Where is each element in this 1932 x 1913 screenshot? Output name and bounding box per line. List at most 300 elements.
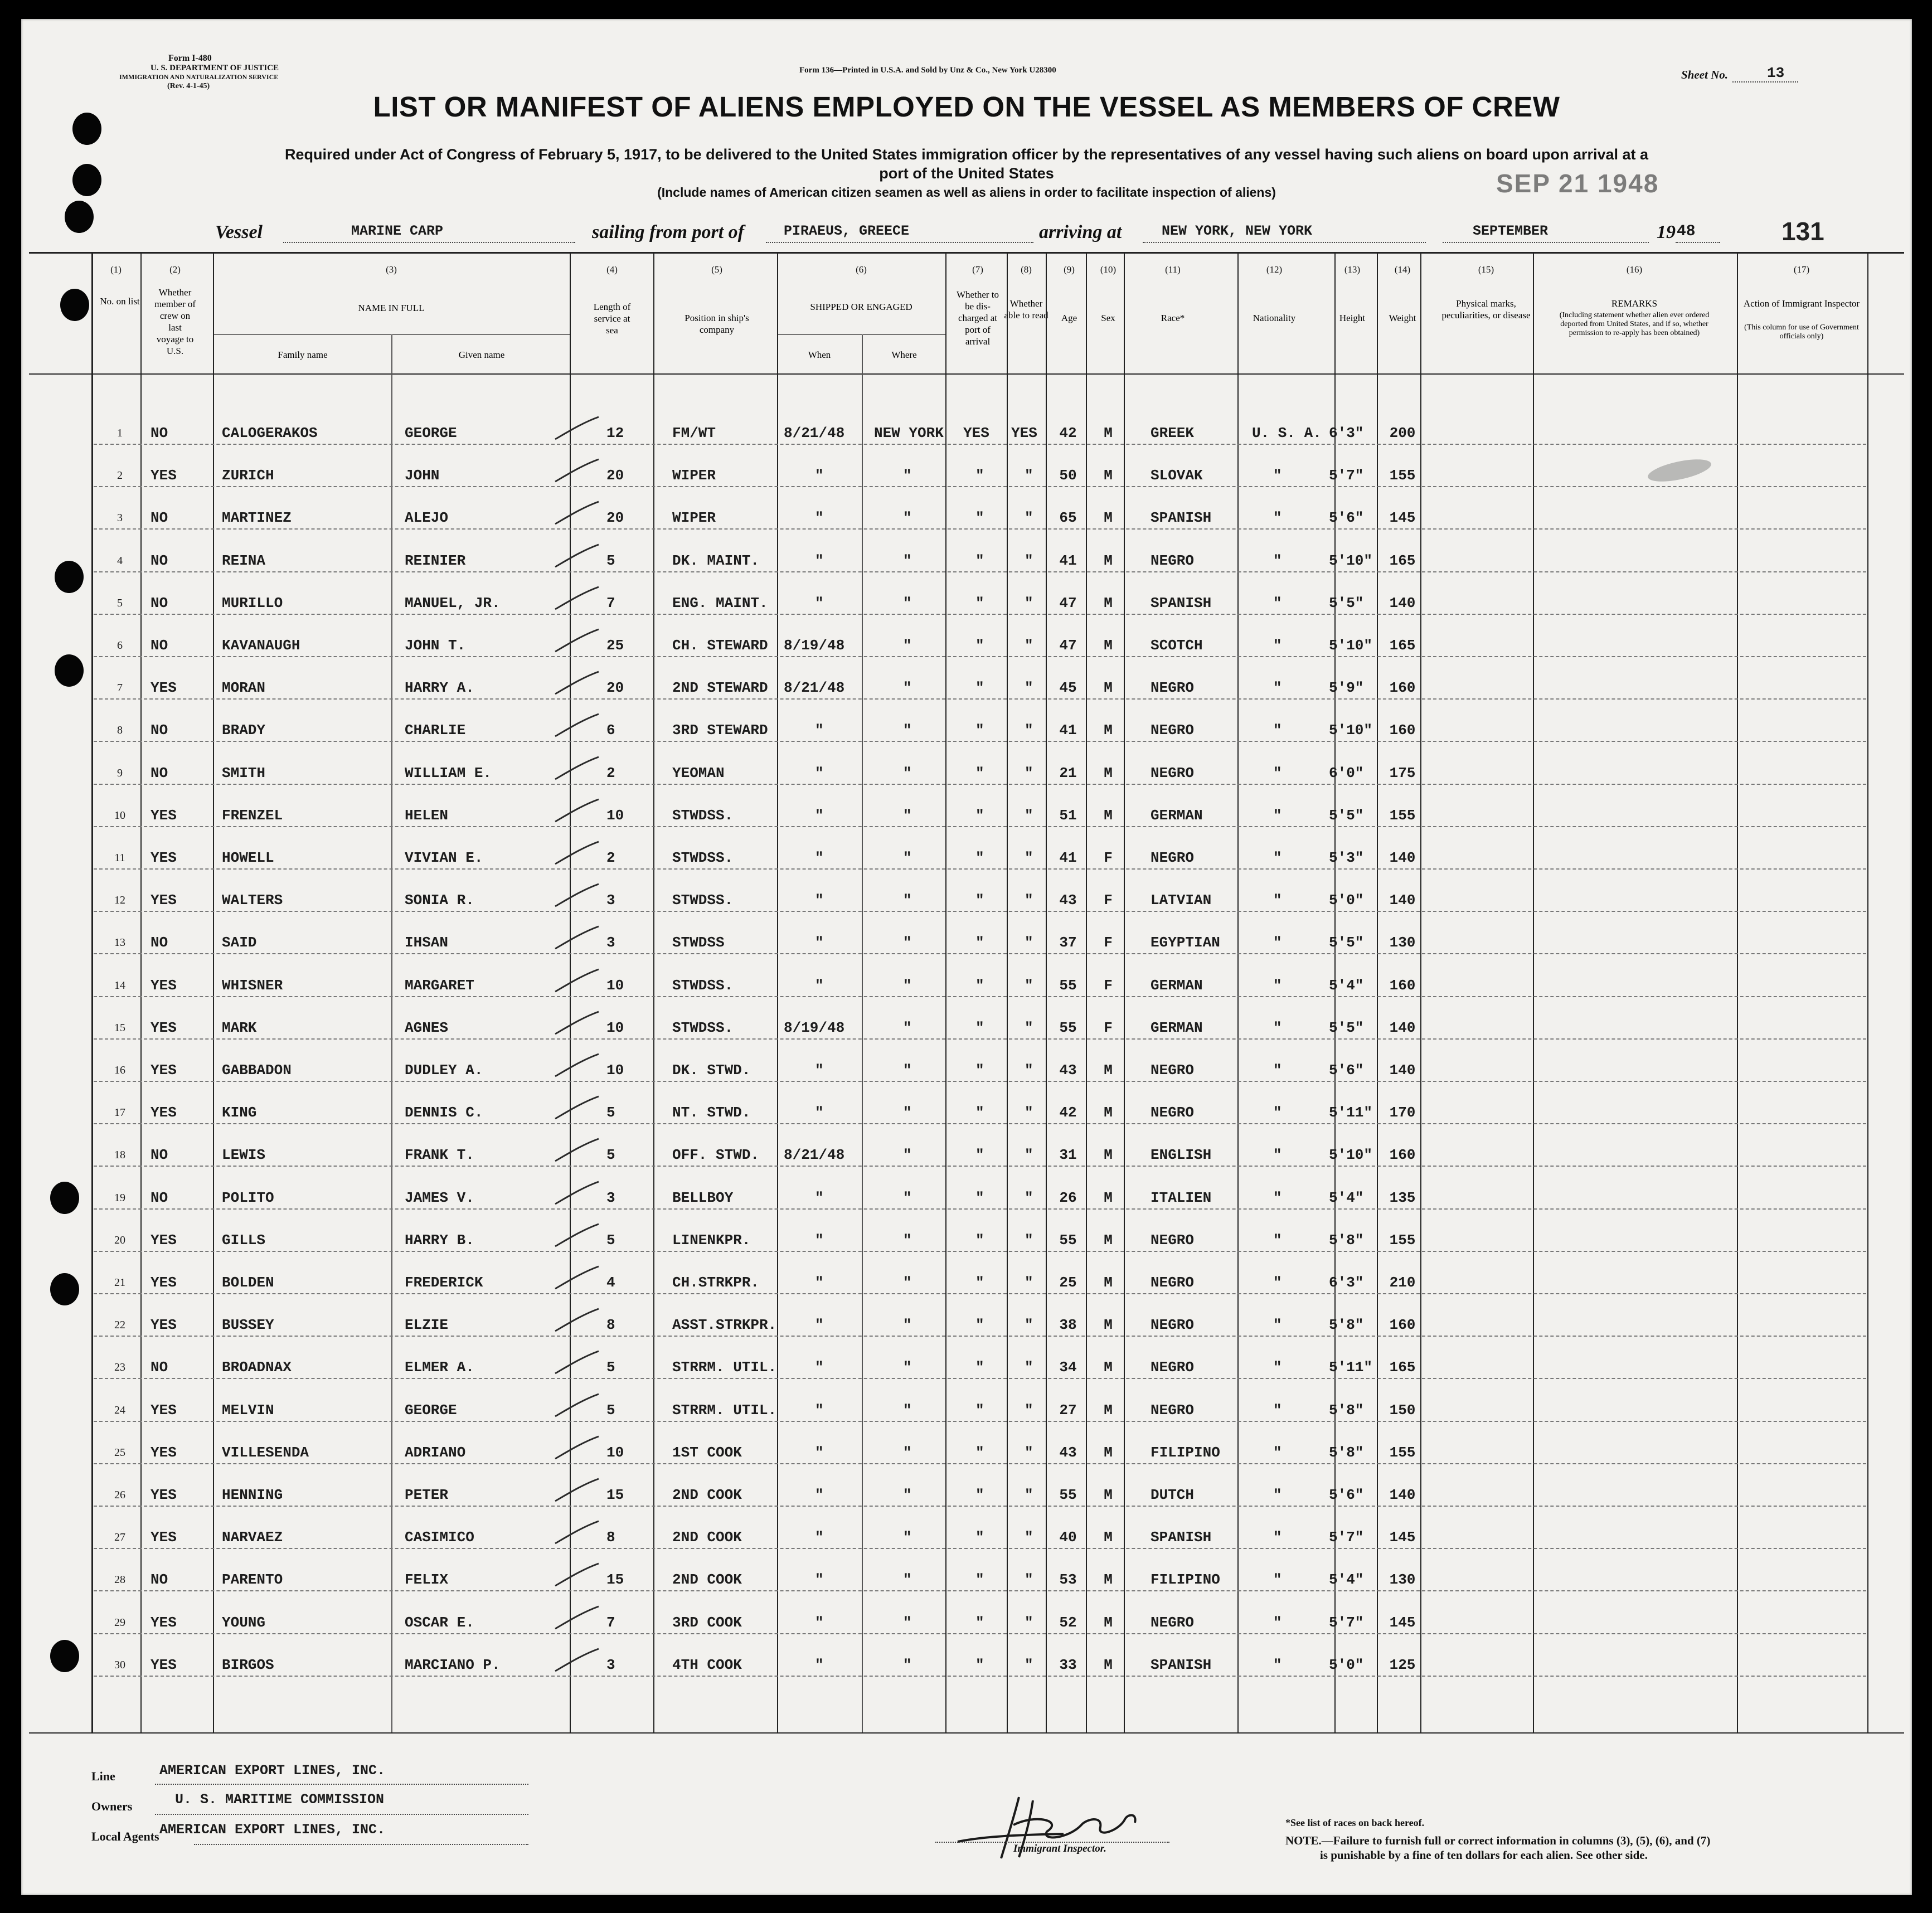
column-number: (4) [606,264,618,275]
cell-nationality: " [1273,1614,1282,1631]
cell-age: 26 [1059,1189,1077,1206]
cell-family: WALTERS [222,892,283,909]
cell-where: " [903,1232,912,1249]
cell-sex: F [1104,1019,1113,1036]
cell-family: MURILLO [222,595,283,611]
cell-sex: M [1104,1232,1113,1249]
cell-weight: 160 [1389,722,1416,739]
cell-position: STWDSS. [672,1019,734,1036]
cell-sex: M [1104,765,1113,781]
cell-position: STWDSS. [672,892,734,909]
cell-read: " [1025,1232,1033,1249]
cell-where: " [903,1444,912,1461]
cell-discharged: " [975,1529,984,1546]
cell-family: ZURICH [222,467,274,484]
header-sex: Sex [1101,313,1115,323]
check-mark-icon [552,967,602,995]
cell-where: " [903,1274,912,1291]
cell-service: 7 [606,595,615,611]
cell-position: 2ND COOK [672,1487,742,1503]
cell-nationality: " [1273,1317,1282,1333]
cell-nationality: " [1273,977,1282,994]
cell-weight: 135 [1389,1189,1416,1206]
cell-service: 5 [606,552,615,569]
column-number: (10) [1100,264,1117,275]
cell-when: " [815,1317,824,1333]
cell-family: KAVANAUGH [222,637,300,654]
cell-age: 21 [1059,765,1077,781]
cell-height: 5'10" [1329,722,1373,739]
cell-when: " [815,1487,824,1503]
cell-weight: 160 [1389,1147,1416,1163]
cell-family: FRENZEL [222,807,283,824]
cell-service: 3 [606,1189,615,1206]
cell-discharged: " [975,1232,984,1249]
cell-no: 18 [114,1149,125,1161]
cell-weight: 175 [1389,765,1416,781]
departure-port: PIRAEUS, GREECE [784,223,910,239]
cell-family: GILLS [222,1232,266,1249]
check-mark-icon [552,669,602,697]
check-mark-icon [552,882,602,910]
header-discharged: Whether to be dis-charged at port of arrival [957,289,999,347]
cell-when: 8/21/48 [784,425,845,441]
local-agents: AMERICAN EXPORT LINES, INC. [159,1822,386,1838]
cell-position: CH.STRKPR. [672,1274,760,1291]
cell-when: " [815,552,824,569]
cell-no: 17 [114,1106,125,1119]
header-able-to-read: Whether able to read [1004,298,1048,321]
cell-sex: M [1104,722,1113,739]
check-mark-icon [552,797,602,825]
cell-when: " [815,1062,824,1079]
cell-read: " [1025,1104,1033,1121]
cell-when: " [815,807,824,824]
header-shipped-engaged: SHIPPED OR ENGAGED [810,302,912,312]
cell-height: 5'4" [1329,1189,1364,1206]
cell-where: " [903,552,912,569]
cell-weight: 160 [1389,1317,1416,1333]
cell-given: FRANK T. [405,1147,474,1163]
cell-where: " [903,722,912,739]
header-name-in-full: NAME IN FULL [358,303,425,313]
cell-age: 55 [1059,1487,1077,1503]
cell-sex: F [1104,849,1113,866]
cell-family: KING [222,1104,257,1121]
cell-family: WHISNER [222,977,283,994]
cell-read: " [1025,1274,1033,1291]
cell-nationality: " [1273,849,1282,866]
cell-read: " [1025,892,1033,909]
cell-last: YES [151,977,177,994]
cell-service: 20 [606,467,624,484]
cell-age: 51 [1059,807,1077,824]
cell-position: DK. STWD. [672,1062,751,1079]
cell-sex: M [1104,1657,1113,1673]
cell-race: FILIPINO [1151,1444,1220,1461]
cell-service: 15 [606,1487,624,1503]
cell-last: NO [151,1147,168,1163]
cell-service: 5 [606,1359,615,1376]
cell-no: 12 [114,894,125,906]
cell-where: " [903,595,912,611]
cell-given: MARCIANO P. [405,1657,501,1673]
cell-age: 41 [1059,552,1077,569]
cell-where: " [903,1402,912,1419]
cell-nationality: " [1273,892,1282,909]
cell-nationality: " [1273,467,1282,484]
cell-height: 5'7" [1329,1614,1364,1631]
cell-given: CASIMICO [405,1529,474,1546]
cell-read: " [1025,1147,1033,1163]
cell-when: " [815,849,824,866]
line-label: Line [91,1769,115,1783]
cell-service: 5 [606,1104,615,1121]
header-position: Position in ship's company [685,313,749,335]
cell-when: " [815,934,824,951]
inspector-label: Immigrant Inspector. [1013,1843,1106,1854]
header-age: Age [1061,313,1077,323]
cell-position: WIPER [672,509,716,526]
check-mark-icon [552,839,602,867]
cell-where: " [903,1104,912,1121]
cell-when: " [815,722,824,739]
cell-family: SAID [222,934,257,951]
cell-where: " [903,637,912,654]
cell-nationality: " [1273,1571,1282,1588]
cell-height: 5'5" [1329,934,1364,951]
cell-nationality: " [1273,509,1282,526]
cell-read: " [1025,934,1033,951]
penalty-note-1: NOTE.—Failure to furnish full or correct information in columns (3), (5), (6), and (7) [1285,1834,1711,1847]
cell-race: SPANISH [1151,509,1212,526]
cell-position: YEOMAN [672,765,725,781]
cell-race: SPANISH [1151,595,1212,611]
cell-where: " [903,1614,912,1631]
cell-height: 5'4" [1329,977,1364,994]
cell-weight: 145 [1389,1614,1416,1631]
header-last-voyage: Whether member of crew on last voyage to U.S. [154,287,196,356]
ink-smudge [1638,454,1721,487]
cell-race: ITALIEN [1151,1189,1212,1206]
cell-last: YES [151,849,177,866]
cell-discharged: " [975,1147,984,1163]
cell-age: 25 [1059,1274,1077,1291]
cell-read: " [1025,1189,1033,1206]
cell-where: " [903,1529,912,1546]
cell-weight: 165 [1389,552,1416,569]
cell-discharged: " [975,765,984,781]
cell-race: NEGRO [1151,849,1195,866]
subtitle-line-1: Required under Act of Congress of February 5, 1917, to be delivered to the United States immigration officer by the representatives of any vessel having such aliens on board upon arrival at a [284,146,1649,163]
cell-service: 8 [606,1529,615,1546]
cell-sex: M [1104,1189,1113,1206]
cell-weight: 155 [1389,1444,1416,1461]
cell-no: 9 [117,767,123,779]
cell-race: NEGRO [1151,552,1195,569]
cell-last: YES [151,1614,177,1631]
check-mark-icon [552,1137,602,1164]
cell-age: 50 [1059,467,1077,484]
cell-last: YES [151,1444,177,1461]
arrival-year: 48 [1677,223,1696,240]
cell-given: ALEJO [405,509,449,526]
cell-nationality: " [1273,679,1282,696]
cell-discharged: " [975,467,984,484]
cell-given: MANUEL, JR. [405,595,501,611]
cell-family: BRADY [222,722,266,739]
cell-nationality: " [1273,1359,1282,1376]
cell-sex: M [1104,1359,1113,1376]
cell-service: 10 [606,1444,624,1461]
cell-weight: 140 [1389,1019,1416,1036]
cell-when: " [815,1274,824,1291]
cell-read: " [1025,722,1033,739]
cell-position: BELLBOY [672,1189,734,1206]
cell-race: SLOVAK [1151,467,1203,484]
cell-last: NO [151,637,168,654]
cell-age: 38 [1059,1317,1077,1333]
cell-where: " [903,1062,912,1079]
check-mark-icon [552,1179,602,1207]
cell-race: NEGRO [1151,1317,1195,1333]
cell-when: " [815,977,824,994]
cell-age: 47 [1059,595,1077,611]
cell-nationality: " [1273,1487,1282,1503]
cell-when: 8/19/48 [784,637,845,654]
cell-position: 3RD STEWARD [672,722,768,739]
check-mark-icon [552,1222,602,1250]
cell-no: 4 [117,555,123,567]
cell-last: YES [151,1529,177,1546]
check-mark-icon [552,1434,602,1462]
cell-read: " [1025,1614,1033,1631]
department: U. S. DEPARTMENT OF JUSTICE [151,64,279,72]
cell-service: 8 [606,1317,615,1333]
cell-family: YOUNG [222,1614,266,1631]
cell-family: POLITO [222,1189,274,1206]
cell-position: 1ST COOK [672,1444,742,1461]
cell-given: HARRY B. [405,1232,474,1249]
cell-when: " [815,765,824,781]
column-number: (11) [1165,264,1181,275]
check-mark-icon [552,755,602,783]
cell-nationality: " [1273,765,1282,781]
cell-no: 22 [114,1319,125,1331]
cell-height: 5'11" [1329,1104,1373,1121]
header-height: Height [1339,313,1366,323]
cell-discharged: " [975,1274,984,1291]
cell-nationality: " [1273,1019,1282,1036]
cell-given: AGNES [405,1019,449,1036]
cell-family: PARENTO [222,1571,283,1588]
cell-when: " [815,1614,824,1631]
cell-nationality: " [1273,722,1282,739]
cell-discharged: YES [963,425,989,441]
header-list-no: No. on list [100,296,140,307]
cell-discharged: " [975,1359,984,1376]
cell-no: 13 [114,936,125,949]
cell-weight: 150 [1389,1402,1416,1419]
cell-height: 5'7" [1329,1529,1364,1546]
check-mark-icon [552,1604,602,1632]
cell-nationality: " [1273,595,1282,611]
cell-age: 37 [1059,934,1077,951]
crew-table [21,19,1912,1895]
cell-sex: M [1104,679,1113,696]
cell-service: 15 [606,1571,624,1588]
cell-discharged: " [975,1019,984,1036]
check-mark-icon [552,1307,602,1334]
service-name: IMMIGRATION AND NATURALIZATION SERVICE [119,73,279,81]
column-number: (16) [1626,264,1643,275]
cell-discharged: " [975,807,984,824]
cell-given: VIVIAN E. [405,849,483,866]
cell-race: EGYPTIAN [1151,934,1220,951]
cell-given: SONIA R. [405,892,474,909]
cell-last: NO [151,552,168,569]
cell-service: 6 [606,722,615,739]
cell-read: " [1025,807,1033,824]
cell-family: GABBADON [222,1062,292,1079]
cell-discharged: " [975,637,984,654]
cell-family: BIRGOS [222,1657,274,1673]
cell-where: " [903,849,912,866]
cell-family: BUSSEY [222,1317,274,1333]
header-service-length: Length of service at sea [593,302,631,336]
cell-discharged: " [975,1657,984,1673]
cell-sex: M [1104,1274,1113,1291]
cell-given: GEORGE [405,1402,457,1419]
cell-last: NO [151,595,168,611]
cell-weight: 155 [1389,467,1416,484]
cell-race: LATVIAN [1151,892,1212,909]
cell-where: " [903,977,912,994]
cell-read: " [1025,679,1033,696]
header-remarks-note: (Including statement whether alien ever ordered deported from United States, and if so, whether permission to re-apply has been obtained) [1559,311,1710,337]
cell-last: NO [151,765,168,781]
cell-weight: 165 [1389,637,1416,654]
cell-position: ENG. MAINT. [672,595,768,611]
cell-height: 5'5" [1329,1019,1364,1036]
cell-read: " [1025,1019,1033,1036]
cell-position: STRRM. UTIL. [672,1359,777,1376]
cell-sex: M [1104,425,1113,441]
cell-position: 4TH COOK [672,1657,742,1673]
cell-service: 10 [606,807,624,824]
check-mark-icon [552,1094,602,1122]
cell-when: " [815,1189,824,1206]
cell-family: MORAN [222,679,266,696]
cell-weight: 140 [1389,1062,1416,1079]
race-note: *See list of races on back hereof. [1285,1817,1425,1828]
cell-age: 33 [1059,1657,1077,1673]
cell-read: YES [1011,425,1037,441]
cell-nationality: " [1273,934,1282,951]
cell-where: " [903,1317,912,1333]
cell-when: " [815,1104,824,1121]
cell-where: " [903,807,912,824]
header-where: Where [891,349,917,360]
cell-position: 2ND COOK [672,1529,742,1546]
cell-given: ADRIANO [405,1444,466,1461]
cell-race: NEGRO [1151,1402,1195,1419]
cell-position: CH. STEWARD [672,637,768,654]
cell-age: 27 [1059,1402,1077,1419]
cell-weight: 130 [1389,934,1416,951]
cell-service: 2 [606,849,615,866]
cell-height: 5'0" [1329,892,1364,909]
cell-given: DUDLEY A. [405,1062,483,1079]
cell-no: 16 [114,1064,125,1076]
cell-age: 55 [1059,1019,1077,1036]
cell-height: 5'8" [1329,1232,1364,1249]
cell-sex: M [1104,552,1113,569]
cell-nationality: " [1273,807,1282,824]
cell-no: 6 [117,639,123,652]
cell-height: 5'3" [1329,849,1364,866]
cell-nationality: " [1273,1444,1282,1461]
cell-sex: M [1104,637,1113,654]
sailing-label: sailing from port of [592,222,744,242]
cell-height: 5'10" [1329,1147,1373,1163]
cell-weight: 140 [1389,849,1416,866]
cell-where: " [903,1019,912,1036]
cell-nationality: " [1273,637,1282,654]
cell-family: HENNING [222,1487,283,1503]
cell-read: " [1025,849,1033,866]
cell-given: MARGARET [405,977,474,994]
cell-where: " [903,892,912,909]
cell-service: 5 [606,1402,615,1419]
cell-last: YES [151,1317,177,1333]
cell-sex: M [1104,1614,1113,1631]
cell-height: 5'11" [1329,1359,1373,1376]
cell-race: NEGRO [1151,765,1195,781]
cell-sex: M [1104,1487,1113,1503]
cell-when: " [815,595,824,611]
cell-height: 5'5" [1329,807,1364,824]
cell-position: STWDSS. [672,807,734,824]
cell-given: HARRY A. [405,679,474,696]
shipping-line: AMERICAN EXPORT LINES, INC. [159,1763,386,1779]
cell-weight: 160 [1389,977,1416,994]
cell-height: 6'3" [1329,425,1364,441]
cell-last: YES [151,1232,177,1249]
cell-race: NEGRO [1151,1274,1195,1291]
cell-no: 27 [114,1531,125,1543]
cell-discharged: " [975,1487,984,1503]
cell-service: 5 [606,1232,615,1249]
cell-service: 10 [606,1062,624,1079]
cell-given: FREDERICK [405,1274,483,1291]
cell-position: STWDSS. [672,849,734,866]
cell-weight: 140 [1389,595,1416,611]
cell-weight: 140 [1389,1487,1416,1503]
cell-weight: 160 [1389,679,1416,696]
cell-service: 5 [606,1147,615,1163]
cell-age: 41 [1059,722,1077,739]
cell-sex: F [1104,934,1113,951]
cell-service: 4 [606,1274,615,1291]
cell-height: 5'8" [1329,1317,1364,1333]
cell-no: 21 [114,1276,125,1289]
cell-sex: M [1104,1104,1113,1121]
cell-nationality: " [1273,1657,1282,1673]
cell-nationality: " [1273,1062,1282,1079]
cell-family: BROADNAX [222,1359,292,1376]
cell-when: " [815,467,824,484]
